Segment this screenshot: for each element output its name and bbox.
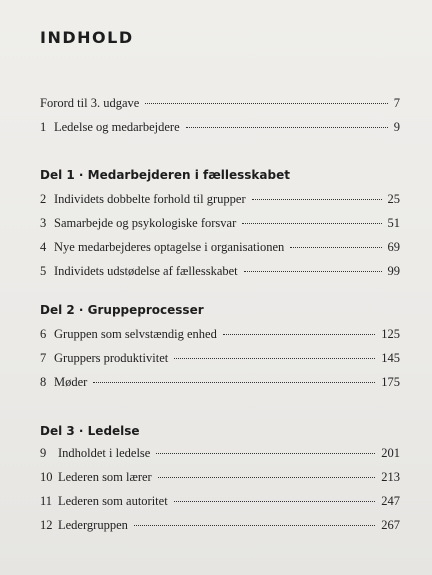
toc-entry-number: 4: [40, 240, 47, 254]
toc-entry-page: 25: [387, 192, 400, 206]
page-title: INDHOLD: [40, 28, 134, 47]
toc-entry-chapter-2: [40, 192, 400, 208]
toc-entry-chapter-6: [40, 327, 400, 343]
toc-entry-label: Gruppen som selvstændig enhed: [54, 327, 217, 341]
part-3-heading: Del 3 · Ledelse: [40, 424, 140, 438]
toc-entry-page: 201: [381, 446, 400, 460]
toc-entry-page: 247: [381, 494, 400, 508]
toc-entry-chapter-3: [40, 216, 400, 232]
dot-leader: [252, 199, 382, 200]
dot-leader: [145, 103, 387, 104]
toc-entry-chapter-11: [40, 494, 400, 510]
toc-entry-chapter-1: [40, 120, 400, 136]
toc-entry-page: 145: [381, 351, 400, 365]
toc-entry-label: Møder: [54, 375, 88, 389]
toc-entry-number: 9: [40, 446, 47, 460]
toc-entry-chapter-9: [40, 446, 400, 462]
dot-leader: [134, 525, 375, 526]
toc-entry-number: 12: [40, 518, 53, 532]
toc-entry-chapter-5: [40, 264, 400, 280]
toc-entry-page: 69: [387, 240, 400, 254]
dot-leader: [174, 358, 375, 359]
toc-entry-number: 3: [40, 216, 47, 230]
toc-entry-label: Samarbejde og psykologiske forsvar: [54, 216, 237, 230]
dot-leader: [186, 127, 388, 128]
toc-entry-page: 213: [381, 470, 400, 484]
toc-entry-number: 5: [40, 264, 47, 278]
toc-entry-chapter-10: [40, 470, 400, 486]
toc-entry-label: Ledelse og medarbejdere: [54, 120, 180, 134]
dot-leader: [223, 334, 375, 335]
toc-entry-label: Forord til 3. udgave: [40, 96, 140, 110]
dot-leader: [174, 501, 376, 502]
toc-entry-number: 1: [40, 120, 47, 134]
part-1-heading: Del 1 · Medarbejderen i fællesskabet: [40, 168, 290, 182]
toc-entry-number: 8: [40, 375, 47, 389]
toc-entry-chapter-8: [40, 375, 400, 391]
toc-entry-number: 6: [40, 327, 47, 341]
toc-entry-foreword: [40, 96, 400, 112]
toc-entry-page: 7: [393, 96, 400, 110]
toc-entry-page: 267: [381, 518, 400, 532]
toc-entry-label: Lederen som lærer: [58, 470, 152, 484]
toc-entry-label: Individets dobbelte forhold til grupper: [54, 192, 246, 206]
dot-leader: [158, 477, 376, 478]
dot-leader: [93, 382, 375, 383]
toc-entry-chapter-4: [40, 240, 400, 256]
toc-entry-number: 2: [40, 192, 47, 206]
part-2-heading: Del 2 · Gruppeprocesser: [40, 303, 204, 317]
toc-entry-label: Indholdet i ledelse: [58, 446, 151, 460]
toc-entry-label: Ledergruppen: [58, 518, 128, 532]
toc-entry-chapter-7: [40, 351, 400, 367]
dot-leader: [244, 271, 382, 272]
toc-entry-number: 11: [40, 494, 53, 508]
toc-entry-page: 9: [393, 120, 400, 134]
toc-entry-page: 51: [387, 216, 400, 230]
dot-leader: [242, 223, 381, 224]
toc-entry-number: 10: [40, 470, 53, 484]
toc-entry-label: Lederen som autoritet: [58, 494, 168, 508]
toc-entry-page: 125: [381, 327, 400, 341]
toc-entry-label: Nye medarbejderes optagelse i organisationen: [54, 240, 285, 254]
toc-entry-label: Gruppers produktivitet: [54, 351, 169, 365]
dot-leader: [290, 247, 381, 248]
toc-entry-label: Individets udstødelse af fællesskabet: [54, 264, 238, 278]
toc-entry-page: 99: [387, 264, 400, 278]
dot-leader: [156, 453, 375, 454]
toc-entry-number: 7: [40, 351, 47, 365]
toc-entry-chapter-12: [40, 518, 400, 534]
toc-entry-page: 175: [381, 375, 400, 389]
